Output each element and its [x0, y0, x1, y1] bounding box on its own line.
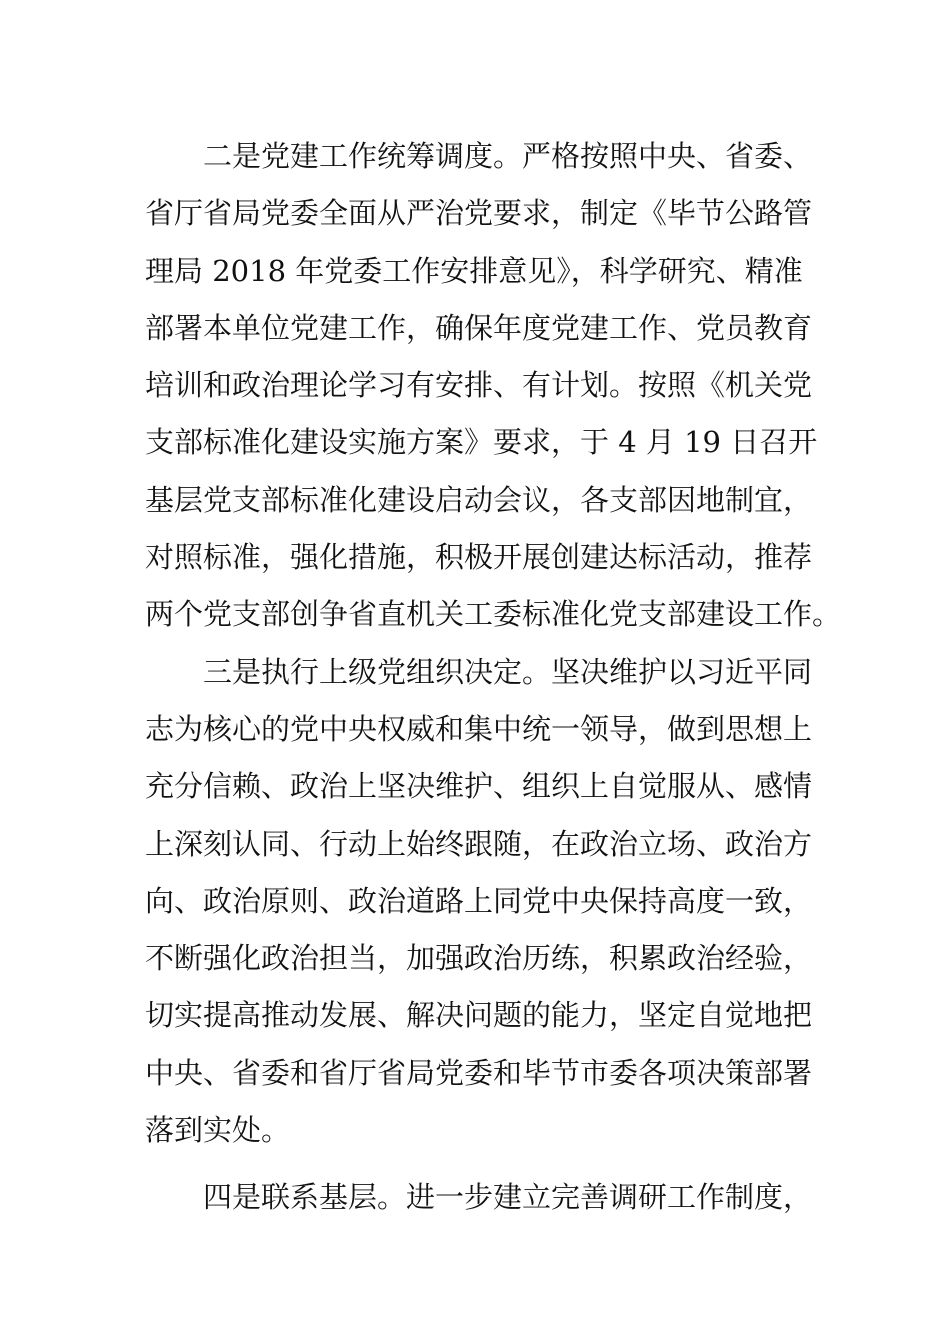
text-line: 基层党支部标准化建设启动会议，各支部因地制宜， [145, 482, 813, 517]
paragraph-execute-decisions [145, 644, 825, 1160]
text-line: 中央、省委和省厅省局党委和毕节市委各项决策部署 [145, 1055, 813, 1090]
text-line: 三是执行上级党组织决定。坚决维护以习近平同 [203, 654, 813, 689]
text-line: 落到实处。 [145, 1113, 291, 1148]
text-line: 切实提高推动发展、解决问题的能力，坚定自觉地把 [145, 998, 813, 1033]
paragraph-party-building-coordination [145, 128, 842, 644]
text-line: 支部标准化建设实施方案》要求，于 4 月 19 日召开 [145, 425, 818, 460]
text-line: 对照标准，强化措施，积极开展创建达标活动，推荐 [145, 540, 813, 575]
text-line: 培训和政治理论学习有安排、有计划。按照《机关党 [145, 368, 813, 403]
text-line: 向、政治原则、政治道路上同党中央保持高度一致， [145, 883, 813, 918]
text-line: 部署本单位党建工作，确保年度党建工作、党员教育 [145, 310, 813, 345]
text-line: 不断强化政治担当，加强政治历练，积累政治经验， [145, 941, 813, 976]
text-line: 两个党支部创争省直机关工委标准化党支部建设工作。 [145, 597, 842, 632]
text-line: 充分信赖、政治上坚决维护、组织上自觉服从、感情 [145, 769, 813, 804]
paragraph-gap [145, 1159, 825, 1169]
body-text [145, 128, 842, 1227]
text-line: 理局 2018 年党委工作安排意见》，科学研究、精准 [145, 253, 803, 288]
text-line: 省厅省局党委全面从严治党要求，制定《毕节公路管 [145, 196, 813, 231]
text-line: 四是联系基层。进一步建立完善调研工作制度， [203, 1180, 813, 1215]
text-line: 上深刻认同、行动上始终跟随，在政治立场、政治方 [145, 826, 813, 861]
paragraph-contact-grassroots [145, 1169, 825, 1226]
text-line: 志为核心的党中央权威和集中统一领导，做到思想上 [145, 711, 813, 746]
text-line: 二是党建工作统筹调度。严格按照中央、省委、 [203, 139, 813, 173]
